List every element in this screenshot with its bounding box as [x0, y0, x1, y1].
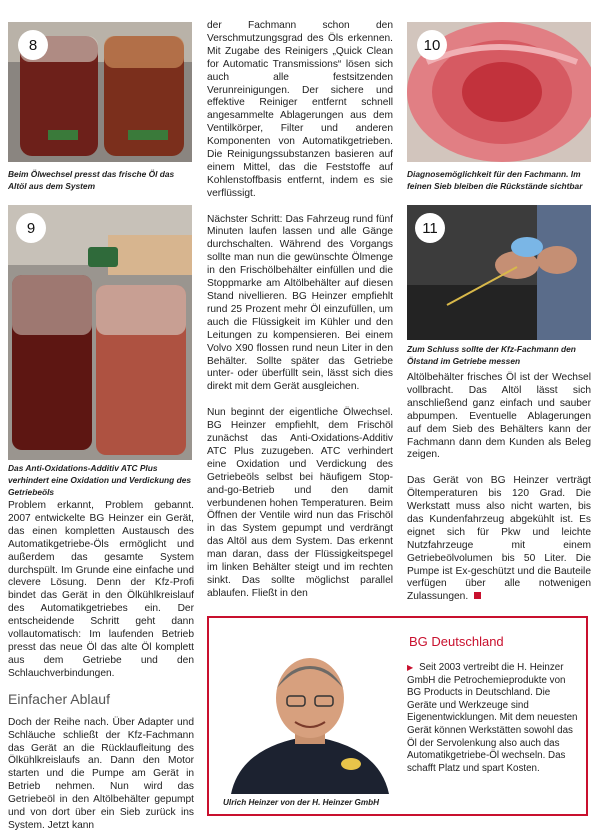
- article-column-2: [207, 20, 393, 601]
- paragraph: Nächster Schritt: Das Fahrzeug rund fünf Minuten laufen lassen und alle Gänge durchschalten. Während des Vorgangs sollte man nun die gewünschte Ölmenge in den Frischölbehälter einfüllen und die Stoppmarke am Altölbehälter auf diesen Stand nivellieren. BG Heinzer empfiehlt rund 25 Prozent mehr Öl einzufüllen, um auch die Flüssigkeit im Kühler und den Leitungen zu kompensieren. Bei einem Volvo X90 flossen rund neun Liter in den Behälter. Sollte später das Getriebe unter- oder überfüllt sein, lässt sich dies direkt mit dem Gerät ausgleichen.: [207, 213, 393, 393]
- paragraph: [407, 475, 591, 604]
- photo-oil-level-check: [407, 205, 591, 340]
- photo-caption: Beim Ölwechsel presst das frische Öl das Altöl aus dem System: [8, 169, 175, 191]
- portrait-caption: Ulrich Heinzer von der H. Heinzer GmbH: [223, 798, 380, 807]
- photo-sieve-diagnosis: [407, 22, 591, 162]
- paragraph: Doch der Reihe nach. Über Adapter und Schläuche schließt der Kfz-Fachmann das Gerät an die Rücklaufleitung des Ölkühlkreislaufs an. Dann den Motor starten und die Pumpe am Gerät in Betrieb nehmen. Nun wird das Getriebeöl in den Altölbehälter gepumpt und von dort über ein Sieb zurück ins System. Jetzt kann: [8, 716, 194, 831]
- photo-9-image: [8, 205, 192, 460]
- portrait-photo: [221, 636, 399, 794]
- info-box-title: BG Deutschland: [409, 634, 504, 649]
- info-box: [207, 616, 588, 816]
- photo-number-badge: 8: [18, 30, 48, 60]
- paragraph: der Fachmann schon den Verschmutzungsgrad des Öls erkennen. Mit Zugabe des Reinigers „Quick Clean for Automatic Transmissions“ lösen sich auch alle festsitzenden Verunreinigungen. Der sichere und effektive Reiniger entfernt schnell angesammelte Ablagerungen aus dem Ventilkörper, Filter und anderen Komponenten von Automatikgetrieben. Die Reinigungssubstanzen basieren auf einem Mittel, das die Feststoffe auf Kohlenstoffbasis entfernt, indem es sie verflüssigt.: [207, 20, 393, 199]
- paragraph: Problem erkannt, Problem gebannt. 2007 entwickelte BG Heinzer ein Gerät, das einen kompletten Austausch des Automatikgetriebe-Öls ermöglicht und außerdem das gesamte System durchspült. Im Grunde eine einfache und clevere Lösung. Denn der Kfz-Profi bindet das Gerät in den Ölkühlkreislauf des Automatikgetriebes ein. Der entscheidende Schritt geht dann vollautomatisch: Im laufenden Betrieb presst das neue Öl das alte Öl komplett aus dem Getriebe und den Schlauchverbindungen.: [8, 500, 194, 679]
- paragraph: Nun beginnt der eigentliche Ölwechsel. BG Heinzer empfiehlt, dem Frischöl zunächst das Anti-Oxidations-Additiv ATC Plus zuzugeben. ATC verhindert eine Oxidation und Verdickung des Getriebeöls selbst bei häufigem Stop-and-go-Betrieb und den damit verbundenen hohen Temperaturen. Beim Öffnen der Ventile wird nun das Frischöl in das System gepumpt und verdrängt das Altöl aus dem System. Das erkennt man daran, dass der Flüssigkeitspegel im linken Behälter steigt und im rechten sinkt. Das sollte möglichst parallel ablaufen. Fließt in den: [207, 407, 393, 599]
- photo-number-badge: 10: [417, 30, 447, 60]
- photo-number-badge: 11: [415, 213, 445, 243]
- portrait-image: [221, 636, 399, 794]
- photo-oil-change-containers: [8, 22, 192, 162]
- info-box-text: [407, 662, 581, 775]
- bullet-triangle-icon: ▶: [407, 663, 414, 672]
- info-box-paragraph: Seit 2003 vertreibt die H. Heinzer GmbH die Petrochemieprodukte von BG Products in Deutschland. Die Geräte und Werkzeuge sind Eigenentwicklungen. Mit dem neuesten Gerät können Werkstätten sowohl das Öl der Servolenkung also auch das Automatikgetriebe-Öl wechseln. Das schafft Platz und spart Kosten.: [407, 662, 578, 774]
- article-column-3: [407, 372, 591, 604]
- photo-additive-pouring: [8, 205, 192, 460]
- paragraph: Altölbehälter frisches Öl ist der Wechsel vollbracht. Das Altöl lässt sich anschließend ganz einfach und sauber abpumpen. Eventuelle Ablagerungen auf dem Sieb des Behälters kann der Fachmann dann dem Kunden als Beleg zeigen.: [407, 372, 591, 461]
- photo-number-badge: 9: [16, 213, 46, 243]
- article-end-mark: [474, 592, 481, 599]
- photo-caption: Diagnosemöglichkeit für den Fachmann. Im feinen Sieb bleiben die Rückstände sichtbar: [407, 169, 583, 191]
- photo-caption: Das Anti-Oxidations-Additiv ATC Plus verhindert eine Oxidation und Verdickung des Getriebeöls: [8, 463, 192, 497]
- subheading: Einfacher Ablauf: [8, 690, 110, 707]
- photo-caption: Zum Schluss sollte der Kfz-Fachmann den Ölstand im Getriebe messen: [407, 344, 576, 366]
- article-column-1: [8, 500, 194, 833]
- paragraph-text: Das Gerät von BG Heinzer verträgt Öltemperaturen bis 120 Grad. Die Werkstatt muss also nicht warten, bis das Kundenfahrzeug abgekühlt ist. Es eignet sich für Pkw und leichte Nutzfahrzeuge mit einem Getriebeölvolumen bis 50 Liter. Die Pumpe ist Ex-geschützt und die Bauteile verfügen über alle notwenigen Zulassungen.: [407, 475, 591, 603]
